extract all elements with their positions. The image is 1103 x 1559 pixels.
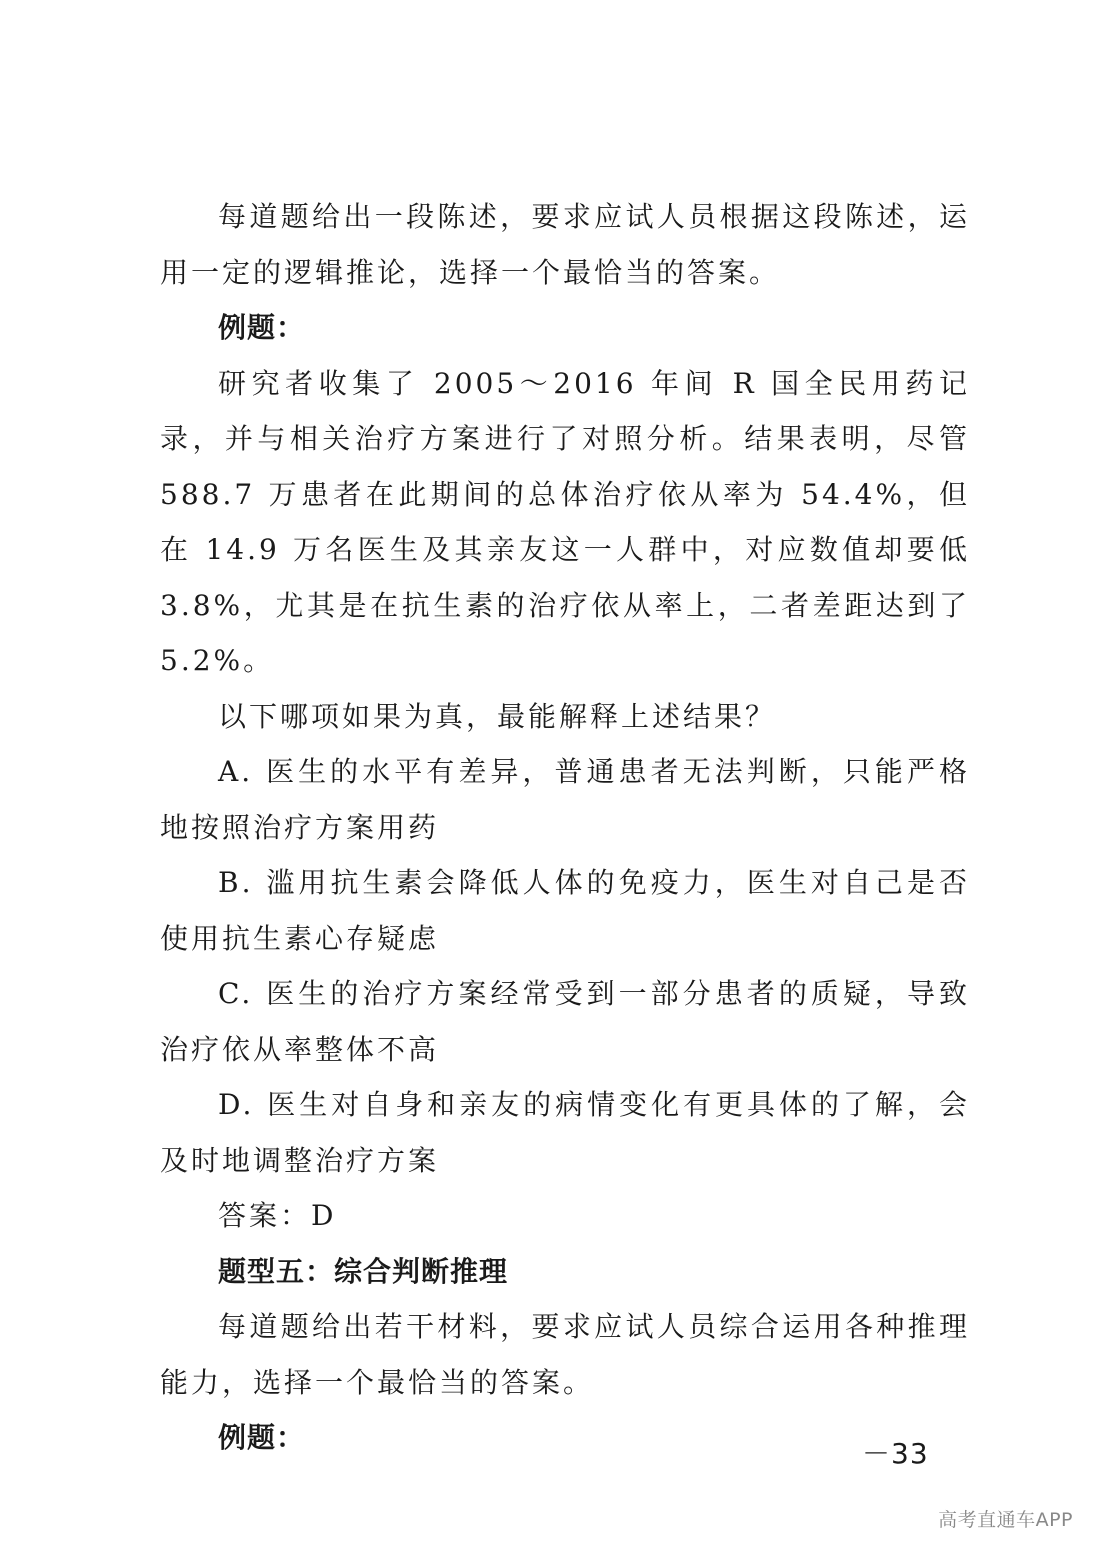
paragraph-intro: 每道题给出一段陈述，要求应试人员根据这段陈述，运用一定的逻辑推论，选择一个最恰当的答案。: [160, 200, 970, 289]
option-a: A. 医生的水平有差异，普通患者无法判断，只能严格地按照治疗方案用药: [160, 755, 970, 844]
option-d: D. 医生对自身和亲友的病情变化有更具体的了解，会及时地调整治疗方案: [160, 1088, 970, 1177]
paragraph-example-stem: 研究者收集了 2005～2016 年间 R 国全民用药记录，并与相关治疗方案进行了对照分析。结果表明，尽管 588.7 万患者在此期间的总体治疗依从率为 54.4%，但在 14.9 万名医生及其亲友这一人群中，对应数值却要低 3.8%，尤其是在抗生素的治疗依从率上，二者差距达到了 5.2%。: [160, 366, 970, 677]
paragraph-question: 以下哪项如果为真，最能解释上述结果？: [218, 699, 777, 733]
page-number: －33: [862, 1437, 929, 1470]
answer-line: 答案：D: [218, 1199, 337, 1232]
example-heading-2: 例题：: [218, 1421, 306, 1454]
example-heading: 例题：: [218, 311, 306, 344]
watermark-text: 高考直通车APP: [938, 1509, 1073, 1531]
option-b: B. 滥用抗生素会降低人体的免疫力，医生对自己是否使用抗生素心存疑虑: [160, 866, 970, 955]
section-heading-type-five: 题型五：综合判断推理: [218, 1254, 509, 1288]
paragraph-type-five-intro: 每道题给出若干材料，要求应试人员综合运用各种推理能力，选择一个最恰当的答案。: [160, 1310, 970, 1399]
document-body: [160, 189, 970, 1466]
option-c: C. 医生的治疗方案经常受到一部分患者的质疑，导致治疗依从率整体不高: [160, 977, 970, 1066]
